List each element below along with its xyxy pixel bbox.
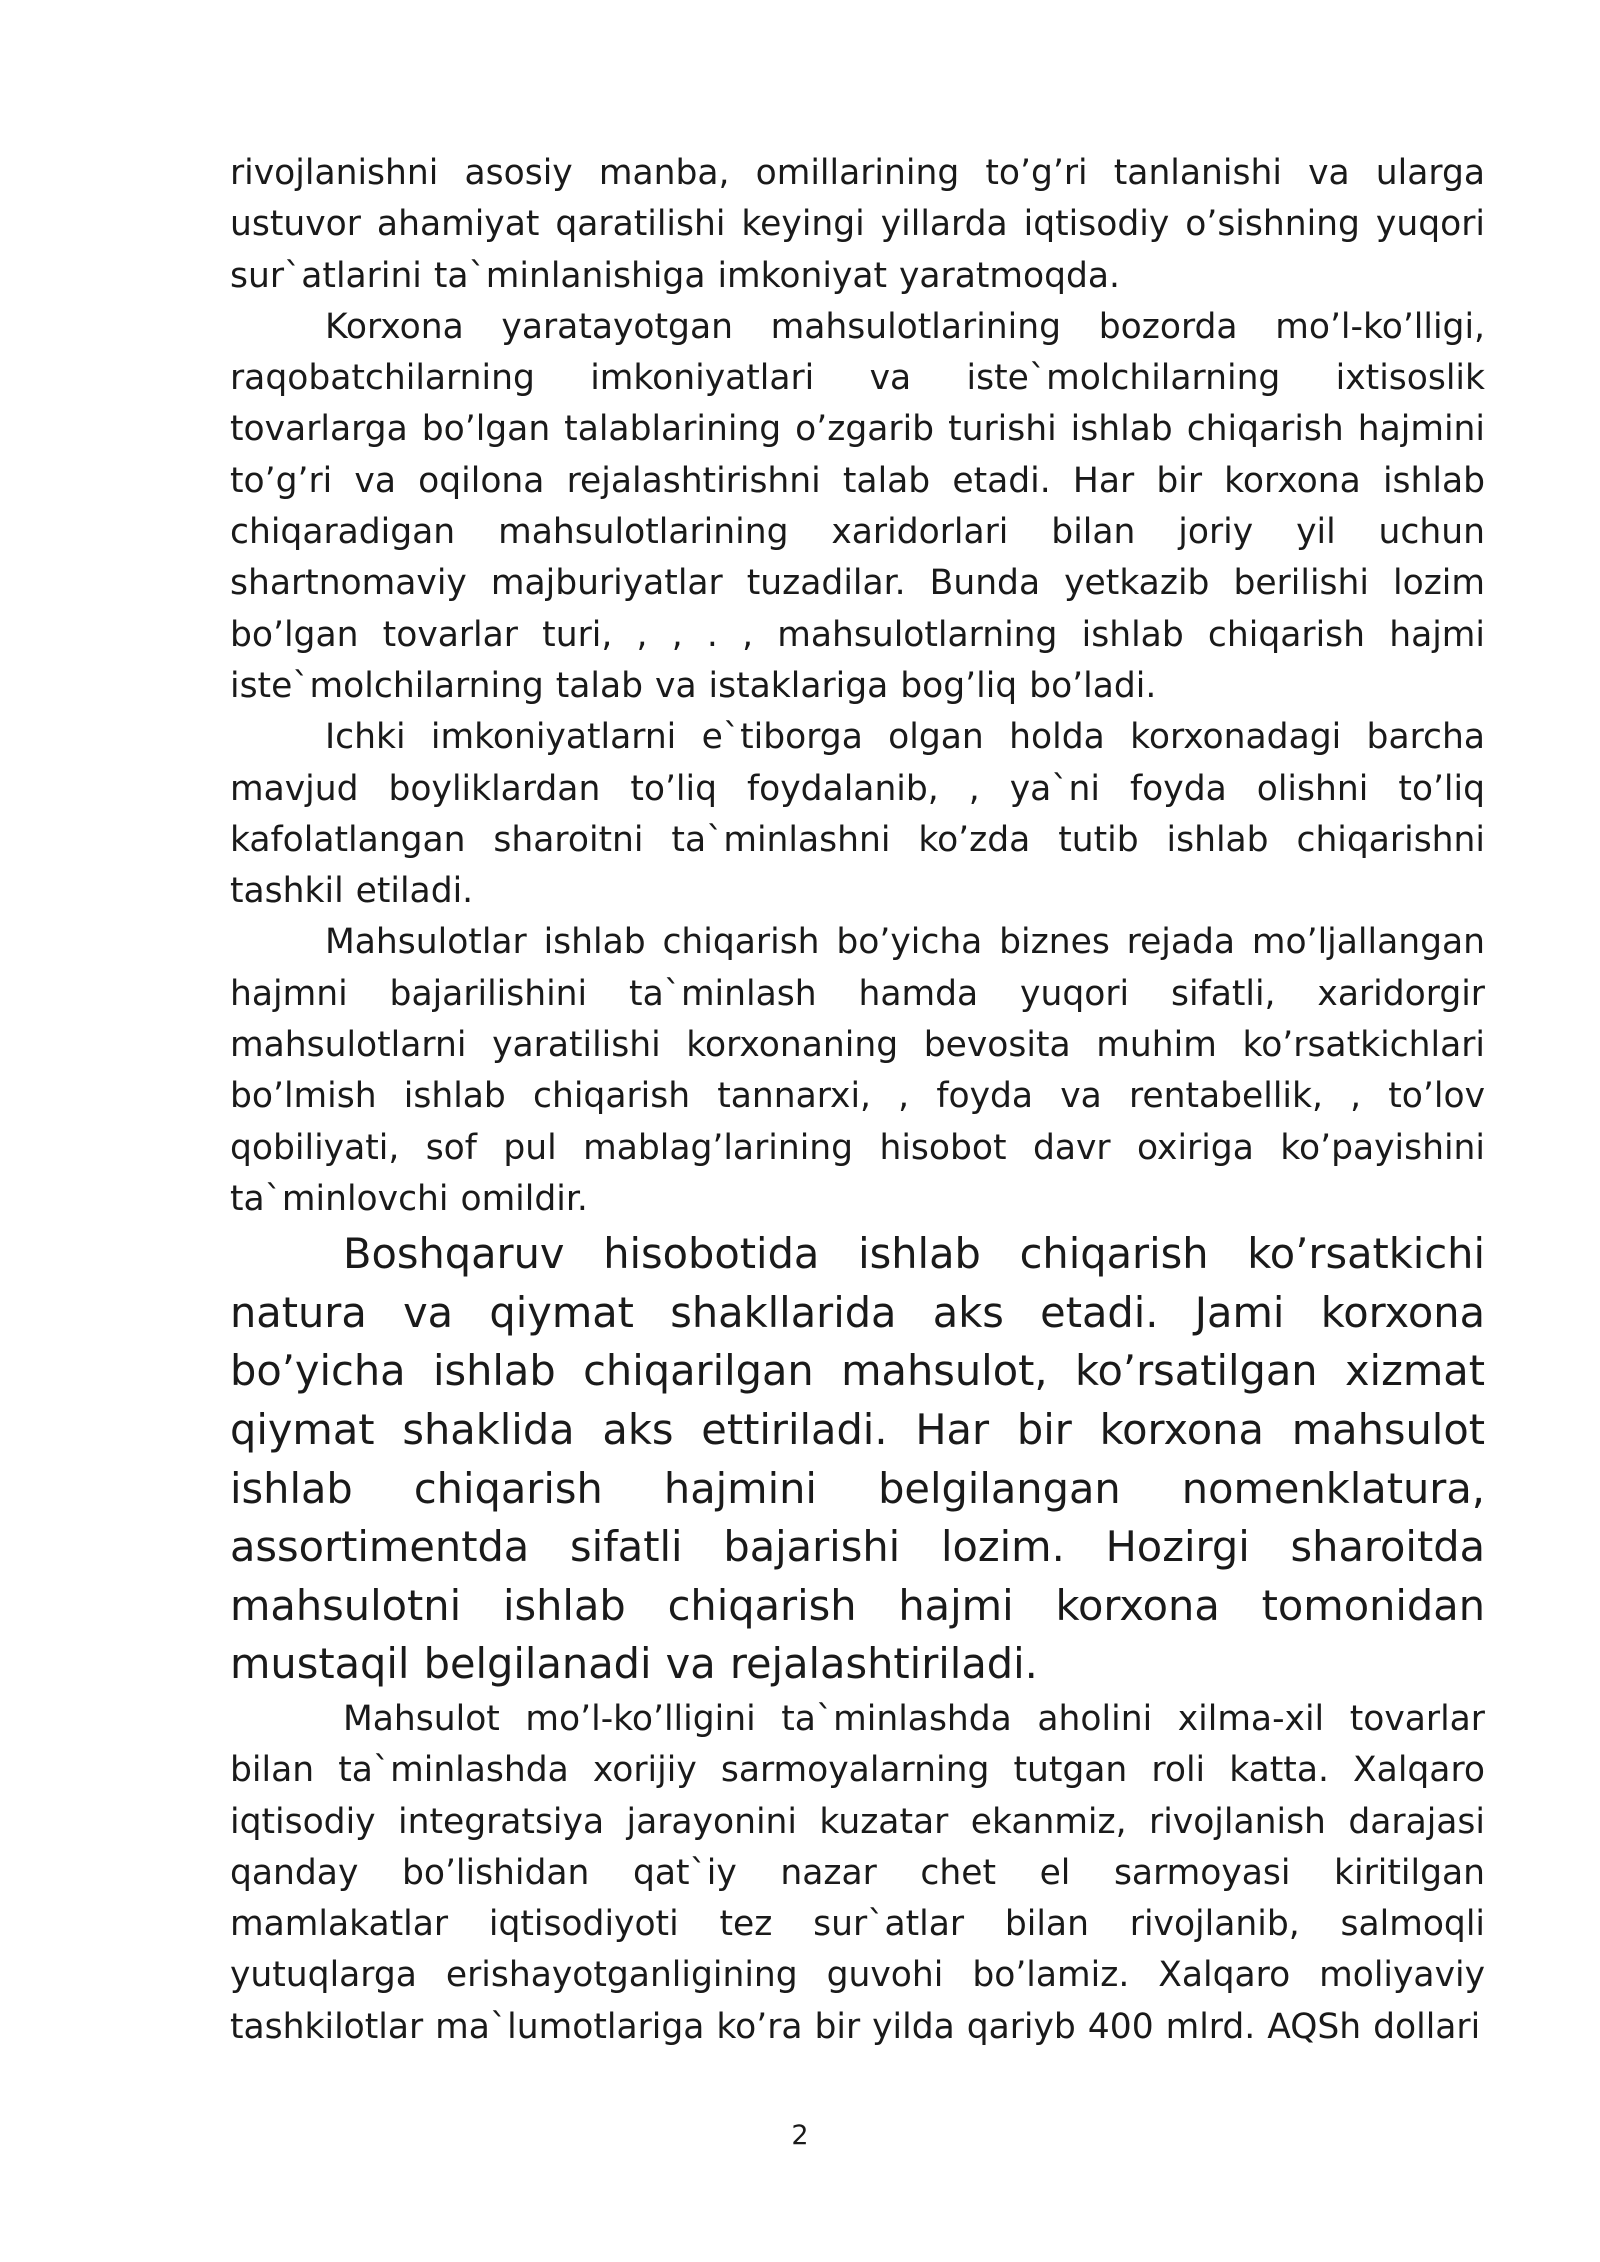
paragraph-internal-capabilities: Ichki imkoniyatlarni e`tiborga olgan holda korxonadagi barcha mavjud boyliklardan to’liq foydalanib, , ya`ni foyda olishni to’liq kafolatlangan sharoitni ta`minlashni ko’zda tutib ishlab chiqarishni tashkil etiladi. [230,717,1485,912]
document-page [230,148,1485,2053]
paragraph-management-report: Boshqaruv hisobotida ishlab chiqarish ko’rsatkichi natura va qiymat shakllarida aks etadi. Jami korxona bo’yicha ishlab chiqarilgan mahsulot, ko’rsatilgan xizmat qiymat shaklida aks ettiriladi. Har bir korxona mahsulot ishlab chiqarish hajmini belgilangan nomenklatura, assortimentda sifatli bajarishi lozim. Hozirgi sharoitda mahsulotni ishlab chiqarish hajmi korxona tomonidan mustaqil belgilanadi va rejalashtiriladi. [230,1229,1485,1689]
page-number: 2 [791,2120,809,2151]
paragraph-continuation: rivojlanishni asosiy manba, omillarining to’g’ri tanlanishi va ularga ustuvor ahamiyat qaratilishi keyingi yillarda iqtisodiy o’sishning yuqori sur`atlarini ta`minlanishiga imkoniyat yaratmoqda. [230,153,1485,296]
paragraph-foreign-investment: Mahsulot mo’l-ko’lligini ta`minlashda aholini xilma-xil tovarlar bilan ta`minlashda xorijiy sarmoyalarning tutgan roli katta. Xalqaro iqtisodiy integratsiya jarayonini kuzatar ekanmiz, rivojlanish darajasi qanday bo’lishidan qat`iy nazar chet el sarmoyasi kiritilgan mamlakatlar iqtisodiyoti tez sur`atlar bilan rivojlanib, salmoqli yutuqlarga erishayotganligining guvohi bo’lamiz. Xalqaro moliyaviy tashkilotlar ma`lumotlariga ko’ra bir yilda qariyb 400 mlrd. AQSh dollari [230,1698,1485,2047]
paragraph-product-abundance: Korxona yaratayotgan mahsulotlarining bozorda mo’l-ko’lligi, raqobatchilarning imkoniyatlari va iste`molchilarning ixtisoslik tovarlarga bo’lgan talablarining o’zgarib turishi ishlab chiqarish hajmini to’g’ri va oqilona rejalashtirishni talab etadi. Har bir korxona ishlab chiqaradigan mahsulotlarining xaridorlari bilan joriy yil uchun shartnomaviy majburiyatlar tuzadilar. Bunda yetkazib berilishi lozim bo’lgan tovarlar turi, , , . , mahsulotlarning ishlab chiqarish hajmi iste`molchilarning talab va istaklariga bog’liq bo’ladi. [230,306,1485,706]
paragraph-business-plan: Mahsulotlar ishlab chiqarish bo’yicha biznes rejada mo’ljallangan hajmni bajarilishini ta`minlash hamda yuqori sifatli, xaridorgir mahsulotlarni yaratilishi korxonaning bevosita muhim ko’rsatkichlari bo’lmish ishlab chiqarish tannarxi, , foyda va rentabellik, , to’lov qobiliyati, sof pul mablag’larining hisobot davr oxiriga ko’payishini ta`minlovchi omildir. [230,922,1485,1219]
